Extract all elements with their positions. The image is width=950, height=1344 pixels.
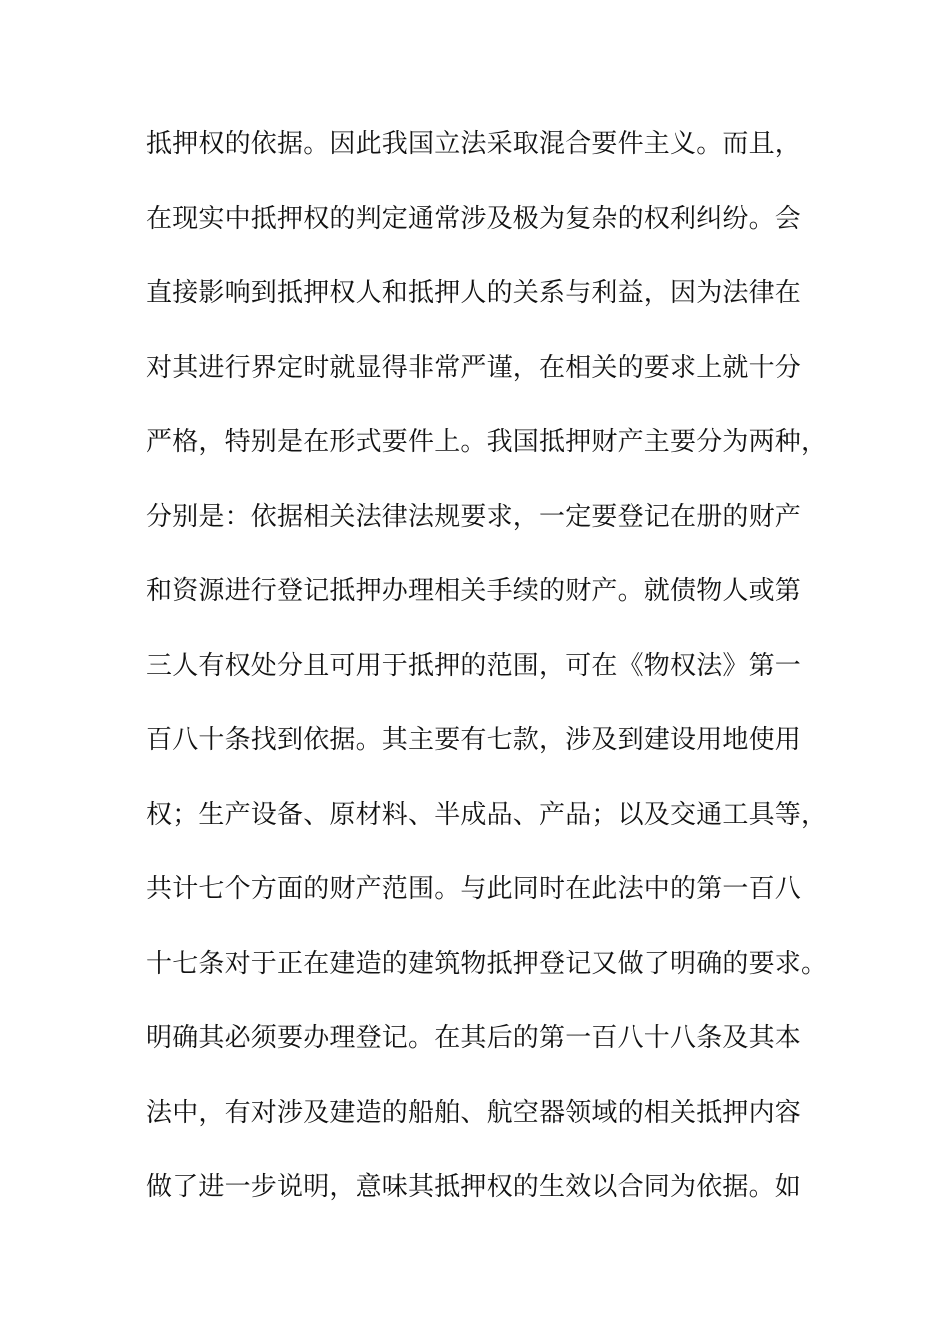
text-line: 权；生产设备、原材料、半成品、产品；以及交通工具等， (146, 799, 828, 830)
text-line: 三人有权处分且可用于抵押的范围，可在《物权法》第一 (146, 650, 802, 681)
text-line: 直接影响到抵押权人和抵押人的关系与利益，因为法律在 (146, 278, 802, 308)
text-line: 共计七个方面的财产范围。与此同时在此法中的第一百八 (146, 874, 802, 904)
text-line: 百八十条找到依据。其主要有七款，涉及到建设用地使用 (146, 725, 802, 755)
text-line: 法中，有对涉及建造的船舶、航空器领域的相关抵押内容 (146, 1097, 802, 1128)
text-line: 在现实中抵押权的判定通常涉及极为复杂的权利纠纷。会 (146, 203, 802, 234)
body-text (146, 122, 826, 1240)
text-line: 严格，特别是在形式要件上。我国抵押财产主要分为两种， (146, 427, 828, 457)
text-line: 分别是：依据相关法律法规要求，一定要登记在册的财产 (146, 501, 802, 532)
text-line: 十七条对于正在建造的建筑物抵押登记又做了明确的要求。 (146, 948, 828, 979)
text-line: 抵押权的依据。因此我国立法采取混合要件主义。而且， (146, 129, 802, 159)
text-line: 和资源进行登记抵押办理相关手续的财产。就债物人或第 (146, 576, 802, 606)
text-line: 做了进一步说明，意味其抵押权的生效以合同为依据。如 (146, 1172, 802, 1202)
text-line: 对其进行界定时就显得非常严谨，在相关的要求上就十分 (146, 352, 802, 383)
text-line: 明确其必须要办理登记。在其后的第一百八十八条及其本 (146, 1023, 802, 1053)
